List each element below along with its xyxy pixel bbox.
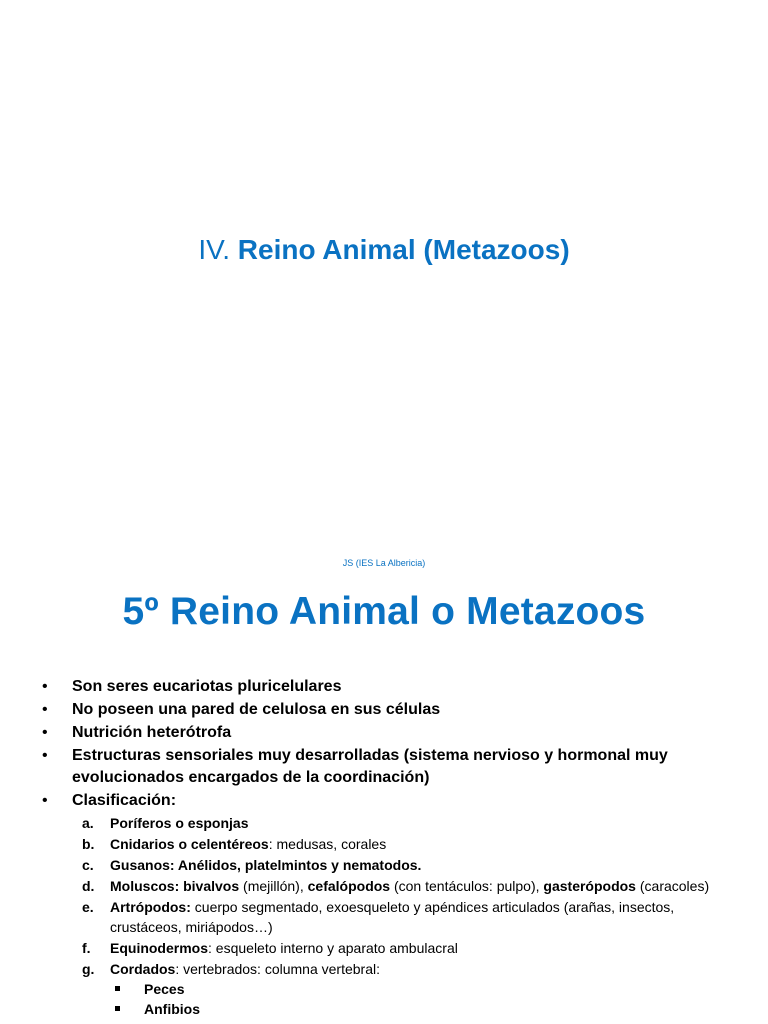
bullet-item xyxy=(40,745,720,789)
item-bold: Artrópodos: xyxy=(110,899,191,915)
classification-item-e xyxy=(72,897,720,937)
item-bold: Moluscos: bivalvos xyxy=(110,878,240,894)
vertebrate-item xyxy=(110,999,720,1019)
classification-item-g xyxy=(72,959,720,1019)
item-bold: cefalópodos xyxy=(307,878,391,894)
bullet-item xyxy=(40,676,720,698)
item-text: (caracoles) xyxy=(635,878,710,894)
classification-item-a xyxy=(72,813,720,833)
item-text: (con tentáculos: pulpo), xyxy=(390,878,544,894)
classification-item-f xyxy=(72,938,720,958)
item-bold: gasterópodos xyxy=(543,878,636,894)
item-bold: Gusanos: Anélidos, platelmintos y nematodos. xyxy=(110,857,422,873)
classification-item-b xyxy=(72,834,720,854)
item-letter: e. xyxy=(82,899,94,915)
classification-item-d xyxy=(72,876,720,896)
item-text: (mejillón), xyxy=(239,878,308,894)
item-text: : vertebrados: columna vertebral: xyxy=(175,961,380,977)
item-letter: b. xyxy=(82,836,95,852)
bullet-text: Son seres eucariotas pluricelulares xyxy=(72,678,342,695)
slide1-title xyxy=(0,234,768,266)
item-bold: Equinodermos xyxy=(110,940,209,956)
bullet-text: Nutrición heterótrofa xyxy=(72,724,232,741)
bullet-text: Clasificación: xyxy=(72,792,177,809)
vertebrate-text: Peces xyxy=(144,981,185,997)
bullet-item xyxy=(40,699,720,721)
bullet-symbol: • xyxy=(42,701,48,718)
vertebrate-text: Anfibios xyxy=(144,1001,200,1017)
slide1-numeral: IV. xyxy=(198,234,230,265)
slide2-title: 5º Reino Animal o Metazoos xyxy=(122,590,646,633)
bullet-symbol: • xyxy=(42,678,48,695)
bullet-text: Estructuras sensoriales muy desarrolladas (sistema nervioso y hormonal muy evolucionados encargados de la coordinación) xyxy=(72,747,668,786)
bullet-symbol: • xyxy=(42,747,48,764)
item-letter: g. xyxy=(82,961,95,977)
item-letter: c. xyxy=(82,857,94,873)
bullet-symbol: • xyxy=(42,792,48,809)
bullet-item-classification xyxy=(40,790,720,1019)
bullet-list xyxy=(40,676,720,1020)
item-text: : medusas, corales xyxy=(268,836,387,852)
item-text: : esqueleto interno y aparato ambulacral xyxy=(208,940,458,956)
item-bold: Cordados xyxy=(110,961,176,977)
item-letter: f. xyxy=(82,940,91,956)
bullet-item xyxy=(40,722,720,744)
item-letter: a. xyxy=(82,815,94,831)
bullet-symbol: • xyxy=(42,724,48,741)
slide-footer: JS (IES La Albericia) xyxy=(342,558,426,568)
item-bold: Poríferos o esponjas xyxy=(110,815,249,831)
vertebrate-list xyxy=(110,979,720,1019)
slide1-title-text: Reino Animal (Metazoos) xyxy=(237,234,570,265)
item-bold: Cnidarios o celentéreos xyxy=(110,836,269,852)
item-text: cuerpo segmentado, exoesqueleto y apéndices articulados (arañas, insectos, crustáceos, miriápodos…) xyxy=(110,899,675,935)
classification-list xyxy=(72,813,720,1019)
classification-item-c xyxy=(72,855,720,875)
square-bullet-icon xyxy=(115,986,120,991)
vertebrate-item xyxy=(110,979,720,999)
square-bullet-icon xyxy=(115,1006,120,1011)
bullet-text: No poseen una pared de celulosa en sus células xyxy=(72,701,441,718)
item-letter: d. xyxy=(82,878,95,894)
